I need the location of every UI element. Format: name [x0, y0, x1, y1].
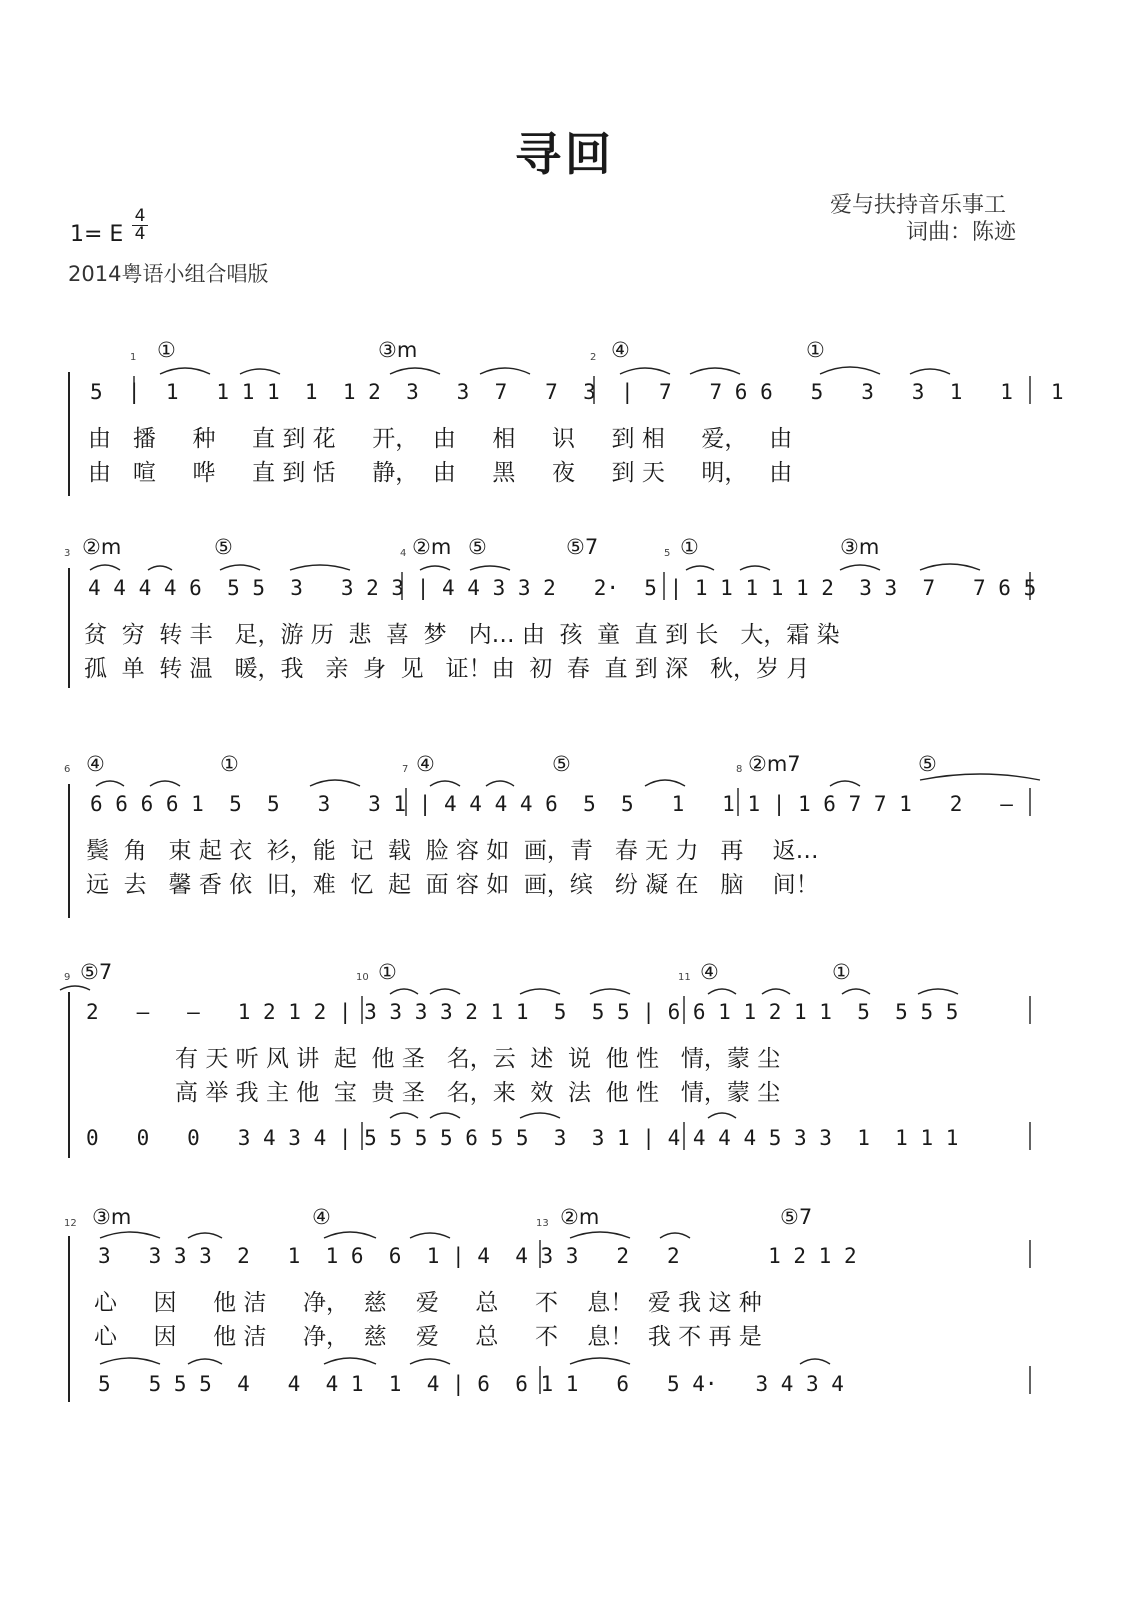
chord-symbol: ① — [220, 752, 239, 776]
harmony-notes: 0 0 0 3 4 3 4 | 5 5 5 5 6 5 5 3 3 1 | 4 4 4 4 5 3 3 1 1 1 1 — [86, 1126, 959, 1150]
chord-symbol: ④ — [416, 752, 435, 776]
lyric-verse-2: 远 去 馨 香 依 旧，难 忆 起 面 容 如 画，缤 纷 凝 在 脑 间！ — [86, 872, 819, 898]
measure-number: 2 — [590, 352, 597, 363]
key-signature: 1= E — [70, 222, 124, 247]
edition: 2014粤语小组合唱版 — [68, 262, 269, 286]
org-name: 爱与扶持音乐事工 — [830, 193, 1007, 218]
chord-symbol: ① — [680, 535, 699, 559]
chord-symbol: ⑤ — [468, 535, 487, 559]
measure-number: 4 — [400, 548, 407, 559]
measure-number: 6 — [64, 764, 71, 775]
chord-symbol: ① — [806, 338, 825, 362]
measure-number: 8 — [736, 764, 743, 775]
measure-number: 12 — [64, 1218, 77, 1229]
chord-symbol: ⑤ — [552, 752, 571, 776]
chord-symbol: ②m — [560, 1205, 600, 1229]
lyric-verse-1: 贫 穷 转 丰 足，游 历 悲 喜 梦 内… 由 孩 童 直 到 长 大，霜 染 — [84, 622, 840, 648]
lyric-verse-2: 孤 单 转 温 暖，我 亲 身 见 证！由 初 春 直 到 深 秋，岁 月 — [84, 656, 810, 682]
time-top: 4 — [132, 208, 148, 226]
melody-notes: 6 6 6 6 1 5 5 3 3 1 | 4 4 4 4 6 5 5 1 1 1 | 1 6 7 7 1 2 — — [90, 792, 1013, 816]
measure-number: 5 — [664, 548, 671, 559]
lyric-verse-2: 心 因 他 洁 净， 慈 爱 总 不 息！ 我 不 再 是 — [94, 1324, 762, 1350]
lyric-verse-2: 高 举 我 主 他 宝 贵 圣 名，来 效 法 他 性 情，蒙 尘 — [80, 1080, 781, 1106]
chord-symbol: ②m7 — [748, 752, 801, 776]
measure-number: 11 — [678, 972, 691, 983]
measure-number: 3 — [64, 548, 71, 559]
chord-symbol: ④ — [86, 752, 105, 776]
melody-notes: 3 3 3 3 2 1 1 6 6 1 | 4 4 3 3 2 2 1 2 1 2 — [98, 1244, 857, 1268]
song-title: 寻回 — [515, 127, 615, 181]
chord-symbol: ③m — [840, 535, 880, 559]
melody-notes: 5 | 1 1 1 1 1 1 2 3 3 7 7 3 | 7 7 6 6 5 3 3 1 1 1 — [90, 380, 1064, 404]
chord-symbol: ⑤7 — [80, 960, 113, 984]
chord-symbol: ① — [378, 960, 397, 984]
measure-number: 10 — [356, 972, 369, 983]
chord-symbol: ⑤ — [214, 535, 233, 559]
chord-symbol: ① — [832, 960, 851, 984]
lyric-verse-1: 鬓 角 束 起 衣 衫，能 记 载 脸 容 如 画，青 春 无 力 再 返… — [86, 838, 819, 864]
chord-symbol: ②m — [412, 535, 452, 559]
chord-symbol: ⑤ — [918, 752, 937, 776]
harmony-notes: 5 5 5 5 4 4 4 1 1 4 | 6 6 1 1 6 5 4· 3 4 3 4 — [98, 1372, 844, 1396]
chord-symbol: ③m — [378, 338, 418, 362]
lyric-verse-2: 由 喧 哗 直 到 恬 静， 由 黑 夜 到 天 明， 由 — [88, 460, 793, 486]
measure-number: 7 — [402, 764, 409, 775]
credits: 词曲：陈迹 — [906, 220, 1017, 245]
measure-number: 13 — [536, 1218, 549, 1229]
chord-symbol: ③m — [92, 1205, 132, 1229]
melody-notes: 2 — — 1 2 1 2 | 3 3 3 3 2 1 1 5 5 5 | 6 6 1 1 2 1 1 5 5 5 5 — [86, 1000, 959, 1024]
chord-symbol: ⑤7 — [566, 535, 599, 559]
lyric-verse-1: 由 播 种 直 到 花 开， 由 相 识 到 相 爱， 由 — [88, 426, 793, 452]
measure-number: 9 — [64, 972, 71, 983]
chord-symbol: ②m — [82, 535, 122, 559]
melody-notes: 4 4 4 4 6 5 5 3 3 2 3 | 4 4 3 3 2 2· 5 | 1 1 1 1 1 2 3 3 7 7 6 5 — [88, 576, 1037, 600]
chord-symbol: ④ — [312, 1205, 331, 1229]
measure-number: 1 — [130, 352, 137, 363]
lyric-verse-1: 心 因 他 洁 净， 慈 爱 总 不 息！ 爱 我 这 种 — [94, 1290, 762, 1316]
chord-symbol: ④ — [611, 338, 630, 362]
lyric-verse-1: 有 天 听 风 讲 起 他 圣 名，云 述 说 他 性 情，蒙 尘 — [80, 1046, 781, 1072]
chord-symbol: ① — [157, 338, 176, 362]
chord-symbol: ④ — [700, 960, 719, 984]
time-bottom: 4 — [134, 224, 146, 244]
chord-symbol: ⑤7 — [780, 1205, 813, 1229]
